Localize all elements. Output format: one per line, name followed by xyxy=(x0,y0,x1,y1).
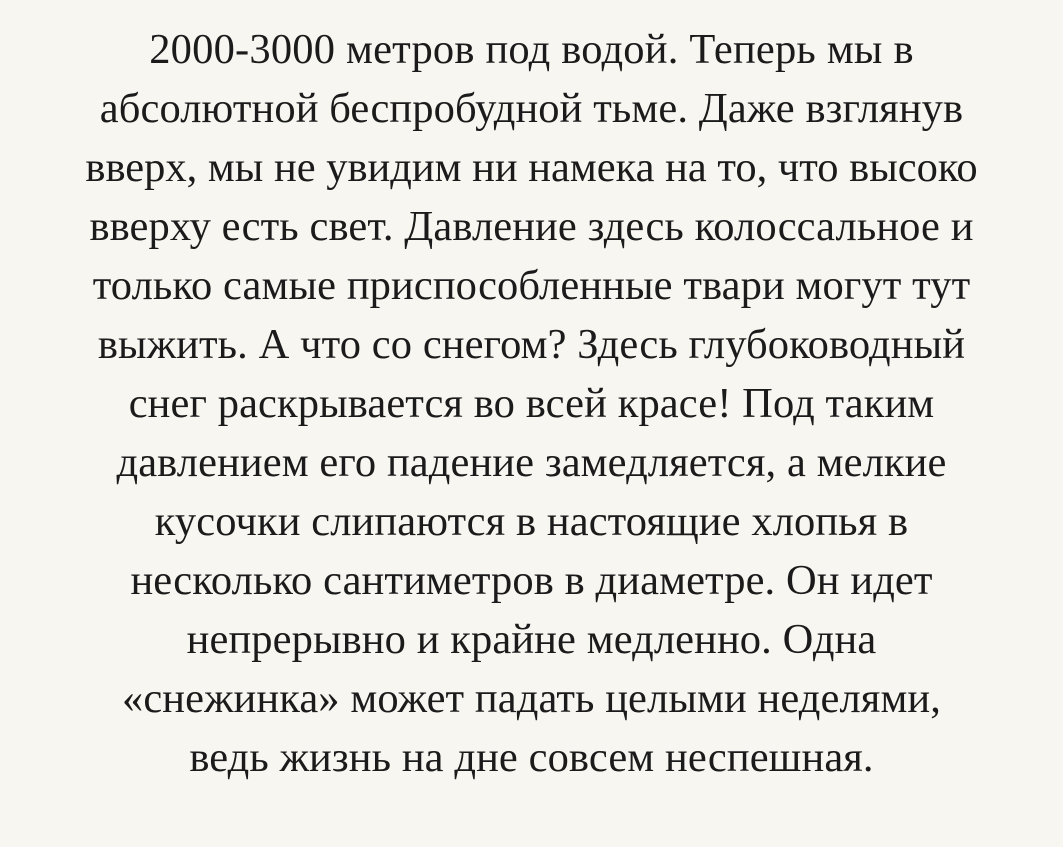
text-line-9: кусочки слипаются в настоящие хлопья в xyxy=(154,498,909,545)
text-line-6: выжить. А что со снегом? Здесь глубоководный xyxy=(97,321,966,368)
text-line-7: снег раскрывается во всей красе! Под таким xyxy=(128,380,935,427)
paragraph xyxy=(0,20,1063,787)
text-line-12: «снежинка» может падать целыми неделями, xyxy=(121,675,942,722)
text-line-3: вверх, мы не увидим ни намека на то, что высоко xyxy=(85,144,978,191)
text-line-11: непрерывно и крайне медленно. Одна xyxy=(186,616,877,663)
text-line-1: 2000-3000 метров под водой. Теперь мы в xyxy=(149,26,914,73)
text-line-8: давлением его падение замедляется, а мелкие xyxy=(116,439,947,486)
text-line-13: ведь жизнь на дне совсем неспешная. xyxy=(189,734,874,781)
text-line-2: абсолютной беспробудной тьме. Даже взглянув xyxy=(99,85,964,132)
text-line-4: вверху есть свет. Давление здесь колоссальное и xyxy=(89,203,974,250)
text-line-5: только самые приспособленные твари могут тут xyxy=(92,262,971,309)
text-line-10: несколько сантиметров в диаметре. Он идет xyxy=(130,557,933,604)
